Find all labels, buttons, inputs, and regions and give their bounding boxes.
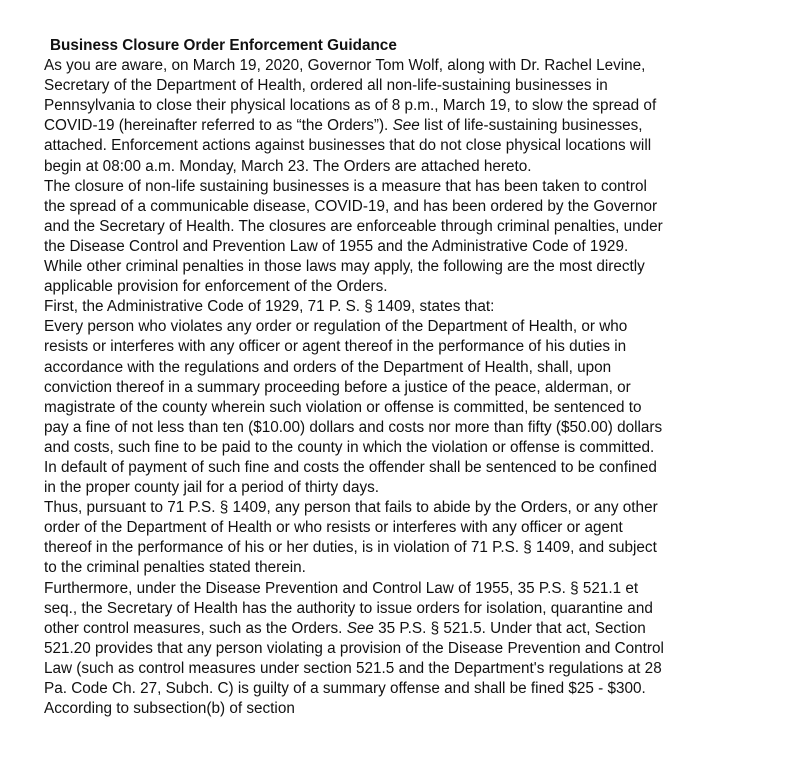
- text-line: Pa. Code Ch. 27, Subch. C) is guilty of a summary offense and shall be fined $25 - $300.: [44, 680, 646, 697]
- text-line: Law (such as control measures under section 521.5 and the Department's regulations at 28: [44, 659, 662, 677]
- text-line: in the proper county jail for a period of thirty days.: [44, 479, 380, 497]
- text-line: magistrate of the county wherein such violation or offense is committed, be sentenced to: [44, 398, 642, 416]
- text-line: and costs, such fine to be paid to the county in which the violation or offense is committed.: [44, 438, 655, 456]
- text-line: First, the Administrative Code of 1929, 71 P. S. § 1409, states that:: [44, 298, 495, 316]
- text-line: attached. Enforcement actions against businesses that do not close physical locations will: [44, 137, 652, 155]
- text-line: the spread of a communicable disease, COVID-19, and has been ordered by the Governor: [44, 197, 658, 215]
- text-line: thereof in the performance of his or her duties, is in violation of 71 P.S. § 1409, and subject: [44, 539, 657, 557]
- document-title: Business Closure Order Enforcement Guidance: [50, 37, 397, 54]
- text-line: Furthermore, under the Disease Prevention and Control Law of 1955, 35 P.S. § 521.1 et: [44, 579, 639, 597]
- text-line: order of the Department of Health or who resists or interferes with any officer or agent: [44, 519, 623, 537]
- document-page: [44, 36, 764, 719]
- text-line: While other criminal penalties in those laws may apply, the following are the most directly: [44, 258, 645, 276]
- paragraph-statute-quote: [44, 317, 764, 498]
- text-line: Pennsylvania to close their physical locations as of 8 p.m., March 19, to slow the spread of: [44, 97, 657, 115]
- text-line: to the criminal penalties stated therein.: [44, 559, 306, 577]
- text-segment: list of life-sustaining businesses,: [424, 117, 643, 135]
- text-line: accordance with the regulations and orders of the Department of Health, shall, upon: [44, 358, 612, 376]
- text-line: In default of payment of such fine and costs the offender shall be sentenced to be confined: [44, 458, 657, 476]
- text-segment: COVID-19 (hereinafter referred to as “the Orders”).: [44, 117, 393, 135]
- text-line: [44, 116, 764, 136]
- text-line: [44, 619, 764, 639]
- text-line: begin at 08:00 a.m. Monday, March 23. The Orders are attached hereto.: [44, 157, 532, 175]
- see-emphasis: See: [392, 117, 420, 135]
- text-line: conviction thereof in a summary proceeding before a justice of the peace, alderman, or: [44, 378, 631, 396]
- text-segment: other control measures, such as the Orders.: [44, 619, 347, 637]
- text-line: the Disease Control and Prevention Law of 1955 and the Administrative Code of 1929.: [44, 237, 629, 255]
- text-line: 521.20 provides that any person violating a provision of the Disease Prevention and Control: [44, 639, 664, 657]
- text-line: applicable provision for enforcement of the Orders.: [44, 278, 388, 296]
- text-segment: 35 P.S. § 521.5. Under that act, Section: [378, 619, 646, 637]
- paragraph-admin-code: [44, 297, 764, 317]
- text-line: pay a fine of not less than ten ($10.00) dollars and costs nor more than fifty ($50.00) dollars: [44, 418, 663, 436]
- paragraph-intro: [44, 56, 764, 177]
- text-line: and the Secretary of Health. The closures are enforceable through criminal penalties, under: [44, 217, 663, 235]
- text-line: Secretary of the Department of Health, ordered all non-life-sustaining businesses in: [44, 77, 608, 95]
- text-line: Thus, pursuant to 71 P.S. § 1409, any person that fails to abide by the Orders, or any other: [44, 499, 658, 517]
- paragraph-furthermore: [44, 579, 764, 720]
- paragraph-thus: [44, 498, 764, 578]
- text-line: The closure of non-life sustaining businesses is a measure that has been taken to control: [44, 177, 647, 195]
- text-line: resists or interferes with any officer or agent thereof in the performance of his duties in: [44, 338, 627, 356]
- text-line: Every person who violates any order or regulation of the Department of Health, or who: [44, 318, 628, 336]
- paragraph-closure: [44, 177, 764, 298]
- text-line: According to subsection(b) of section: [44, 700, 295, 718]
- text-line: As you are aware, on March 19, 2020, Governor Tom Wolf, along with Dr. Rachel Levine,: [44, 57, 646, 75]
- see-emphasis: See: [346, 619, 374, 637]
- text-line: seq., the Secretary of Health has the authority to issue orders for isolation, quarantine and: [44, 599, 653, 617]
